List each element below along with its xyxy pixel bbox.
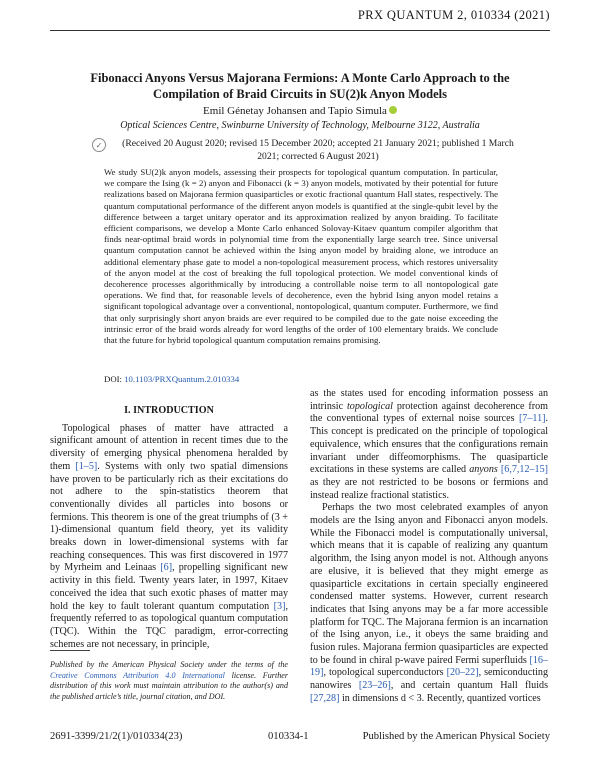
intro-paragraph: Topological phases of matter have attracted a significant amount of attention in recent times due to the diversity of emerging physical phenomena heralded by them [1–5]. Systems with only two spatial dimensions have proven to be particularly rich as their excitations do not adhere to the spin-statistics theorem that conventionally divides all particles into bosons or fermions. This theorem is one of the great triumphs of (3 + 1)-dimensional quantum field theory, yet its validity breaks down in lower-dimensional systems with far reaching consequences. This was first discovered in 1977 by Myrheim and Leinaas [6], propelling significant new activity in this field. Twenty years later, in 1997, Kitaev conceived the idea that such exotic phases of matter may hold the key to fault tolerant quantum computation [3], frequently referred to as topological quantum computation (TQC). Within the TQC paradigm, error-correcting schemes are not necessary, in principle, xyxy=(50,422,288,650)
right-column xyxy=(310,388,548,706)
citation-link[interactable]: [3] xyxy=(273,600,286,612)
intro-paragraph: Perhaps the two most celebrated examples of anyon models are the Ising anyon and Fibonacci anyon models. While the Fibonacci model is computationally universal, which means that it is capable of realizing any quantum algorithm, the Ising anyon model is not. Although anyons are elusive, it is believed that they might emerge as quasiparticle excitations in certain specially engineered condensed matter systems. However, current research indicates that Ising anyons may be a far more accessible platform for TQC. The Majorana fermion is an incarnation of the Ising anyon, i.e., it obeys the same braiding and fusion rules. Majorana fermion quasiparticles are expected to be found in chiral p-wave paired Fermi superfluids [16–19], topological superconductors [20–22], semiconducting nanowires [23–26], and certain quantum Hall fluids [27,28] in dimensions d < 3. Recently, quantized vortices xyxy=(310,502,549,704)
issn-code: 2691-3399/21/2(1)/010334(23) xyxy=(50,731,183,742)
citation-link[interactable]: [27,28] xyxy=(310,692,340,704)
affiliation: Optical Sciences Centre, Swinburne University of Technology, Melbourne 3122, Australia xyxy=(120,120,480,131)
citation-link[interactable]: [1–5] xyxy=(75,460,98,472)
page-number: 010334-1 xyxy=(268,731,309,742)
footnote-divider xyxy=(50,650,90,651)
header-divider xyxy=(50,30,550,31)
intro-paragraph-continued: as the states used for encoding information possess an intrinsic topological protection against decoherence from the conventional types of external noise sources [7–11]. This concept is predicated on the principle of topological equivalence, which ensures that the configurations remain invariant under diffeomorphisms. The quasiparticle excitations in these systems are called anyons [6,7,12–15] as they are not restricted to be bosons or fermions and instead realize fractional statistics. xyxy=(310,388,549,501)
citation-link[interactable]: [6,7,12–15] xyxy=(500,464,549,476)
author-name[interactable]: Tapio Simula xyxy=(328,105,387,117)
author-name[interactable]: Emil Génetay Johansen xyxy=(203,105,307,117)
paper-title: Fibonacci Anyons Versus Majorana Fermions: A Monte Carlo Approach to the Compilation of Braid Circuits in SU(2)k Anyon Models xyxy=(90,71,510,101)
abstract: We study SU(2)k anyon models, assessing their prospects for topological quantum computation. In particular, we compare the Ising (k = 2) anyon and Fibonacci (k = 3) anyon models, motivated by their potential for future realizations based on Majorana fermion quasiparticles or exotic fractional quantum Hall states, respectively. The quantum computational performance of the different anyon models is quantified at the single-qubit level by the difference between a target unitary operator and its approximation realized by anyon braiding. To facilitate efficient comparisons, we develop a Monte Carlo enhanced Solovay-Kitaev quantum compiler algorithm that finds near-optimal braid words in polynomial time from the exponentially large search tree. Since universal quantum computation cannot be achieved within the Ising anyon model by braiding alone, we introduce an additional elementary phase gate to model a non-topological measurement process, which restores universality of the anyon model at the cost of breaking the full topological protection. We model conventional kinds of decoherence processes algorithmically by introducing a controllable noise term to all nontopological gate operations. We find that, for reasonable levels of decoherence, even the hybrid Ising anyon model retains a significant topological advantage over a conventional, nontopological, quantum computer. Furthermore, we find that only surprisingly short anyon braids are ever required to be compiled due to the gate noise exceeding the intrinsic error of the braid words already for word lengths of the order of 100 elementary braids. We conclude that the future for hybrid topological quantum computation remains promising. xyxy=(104,167,498,346)
section-heading: I. INTRODUCTION xyxy=(124,405,214,416)
publication-history xyxy=(92,137,522,163)
citation-link[interactable]: [16–19] xyxy=(310,654,548,679)
citation-link[interactable]: [23–26] xyxy=(358,680,391,692)
author-connector: and xyxy=(309,105,326,117)
doi-link[interactable]: 10.1103/PRXQuantum.2.010334 xyxy=(124,374,240,384)
publisher-line: Published by the American Physical Society xyxy=(362,731,550,742)
citation-link[interactable]: [20–22] xyxy=(446,667,479,679)
citation-link[interactable]: [6] xyxy=(160,562,173,574)
left-column xyxy=(50,405,288,651)
author-list xyxy=(60,105,540,117)
doi-label: DOI: xyxy=(104,374,122,384)
license-link[interactable]: Creative Commons Attribution 4.0 International xyxy=(50,670,225,680)
check-for-updates-icon[interactable]: ✓ xyxy=(92,138,106,152)
license-footnote: Published by the American Physical Society under the terms of the Creative Commons Attribution 4.0 International license. Further distribution of this work must maintain attribution to the author(s) and the published article’s title, journal citation, and DOI. xyxy=(50,660,288,701)
running-header xyxy=(0,0,600,30)
journal-citation: PRX QUANTUM 2, 010334 (2021) xyxy=(357,7,550,22)
orcid-icon[interactable] xyxy=(389,106,397,114)
doi-line xyxy=(104,374,239,384)
dates: (Received 20 August 2020; revised 15 December 2020; accepted 21 January 2021; published 1 March 2021; corrected 6 August 2021) xyxy=(122,138,514,162)
citation-link[interactable]: [7–11] xyxy=(518,413,546,425)
